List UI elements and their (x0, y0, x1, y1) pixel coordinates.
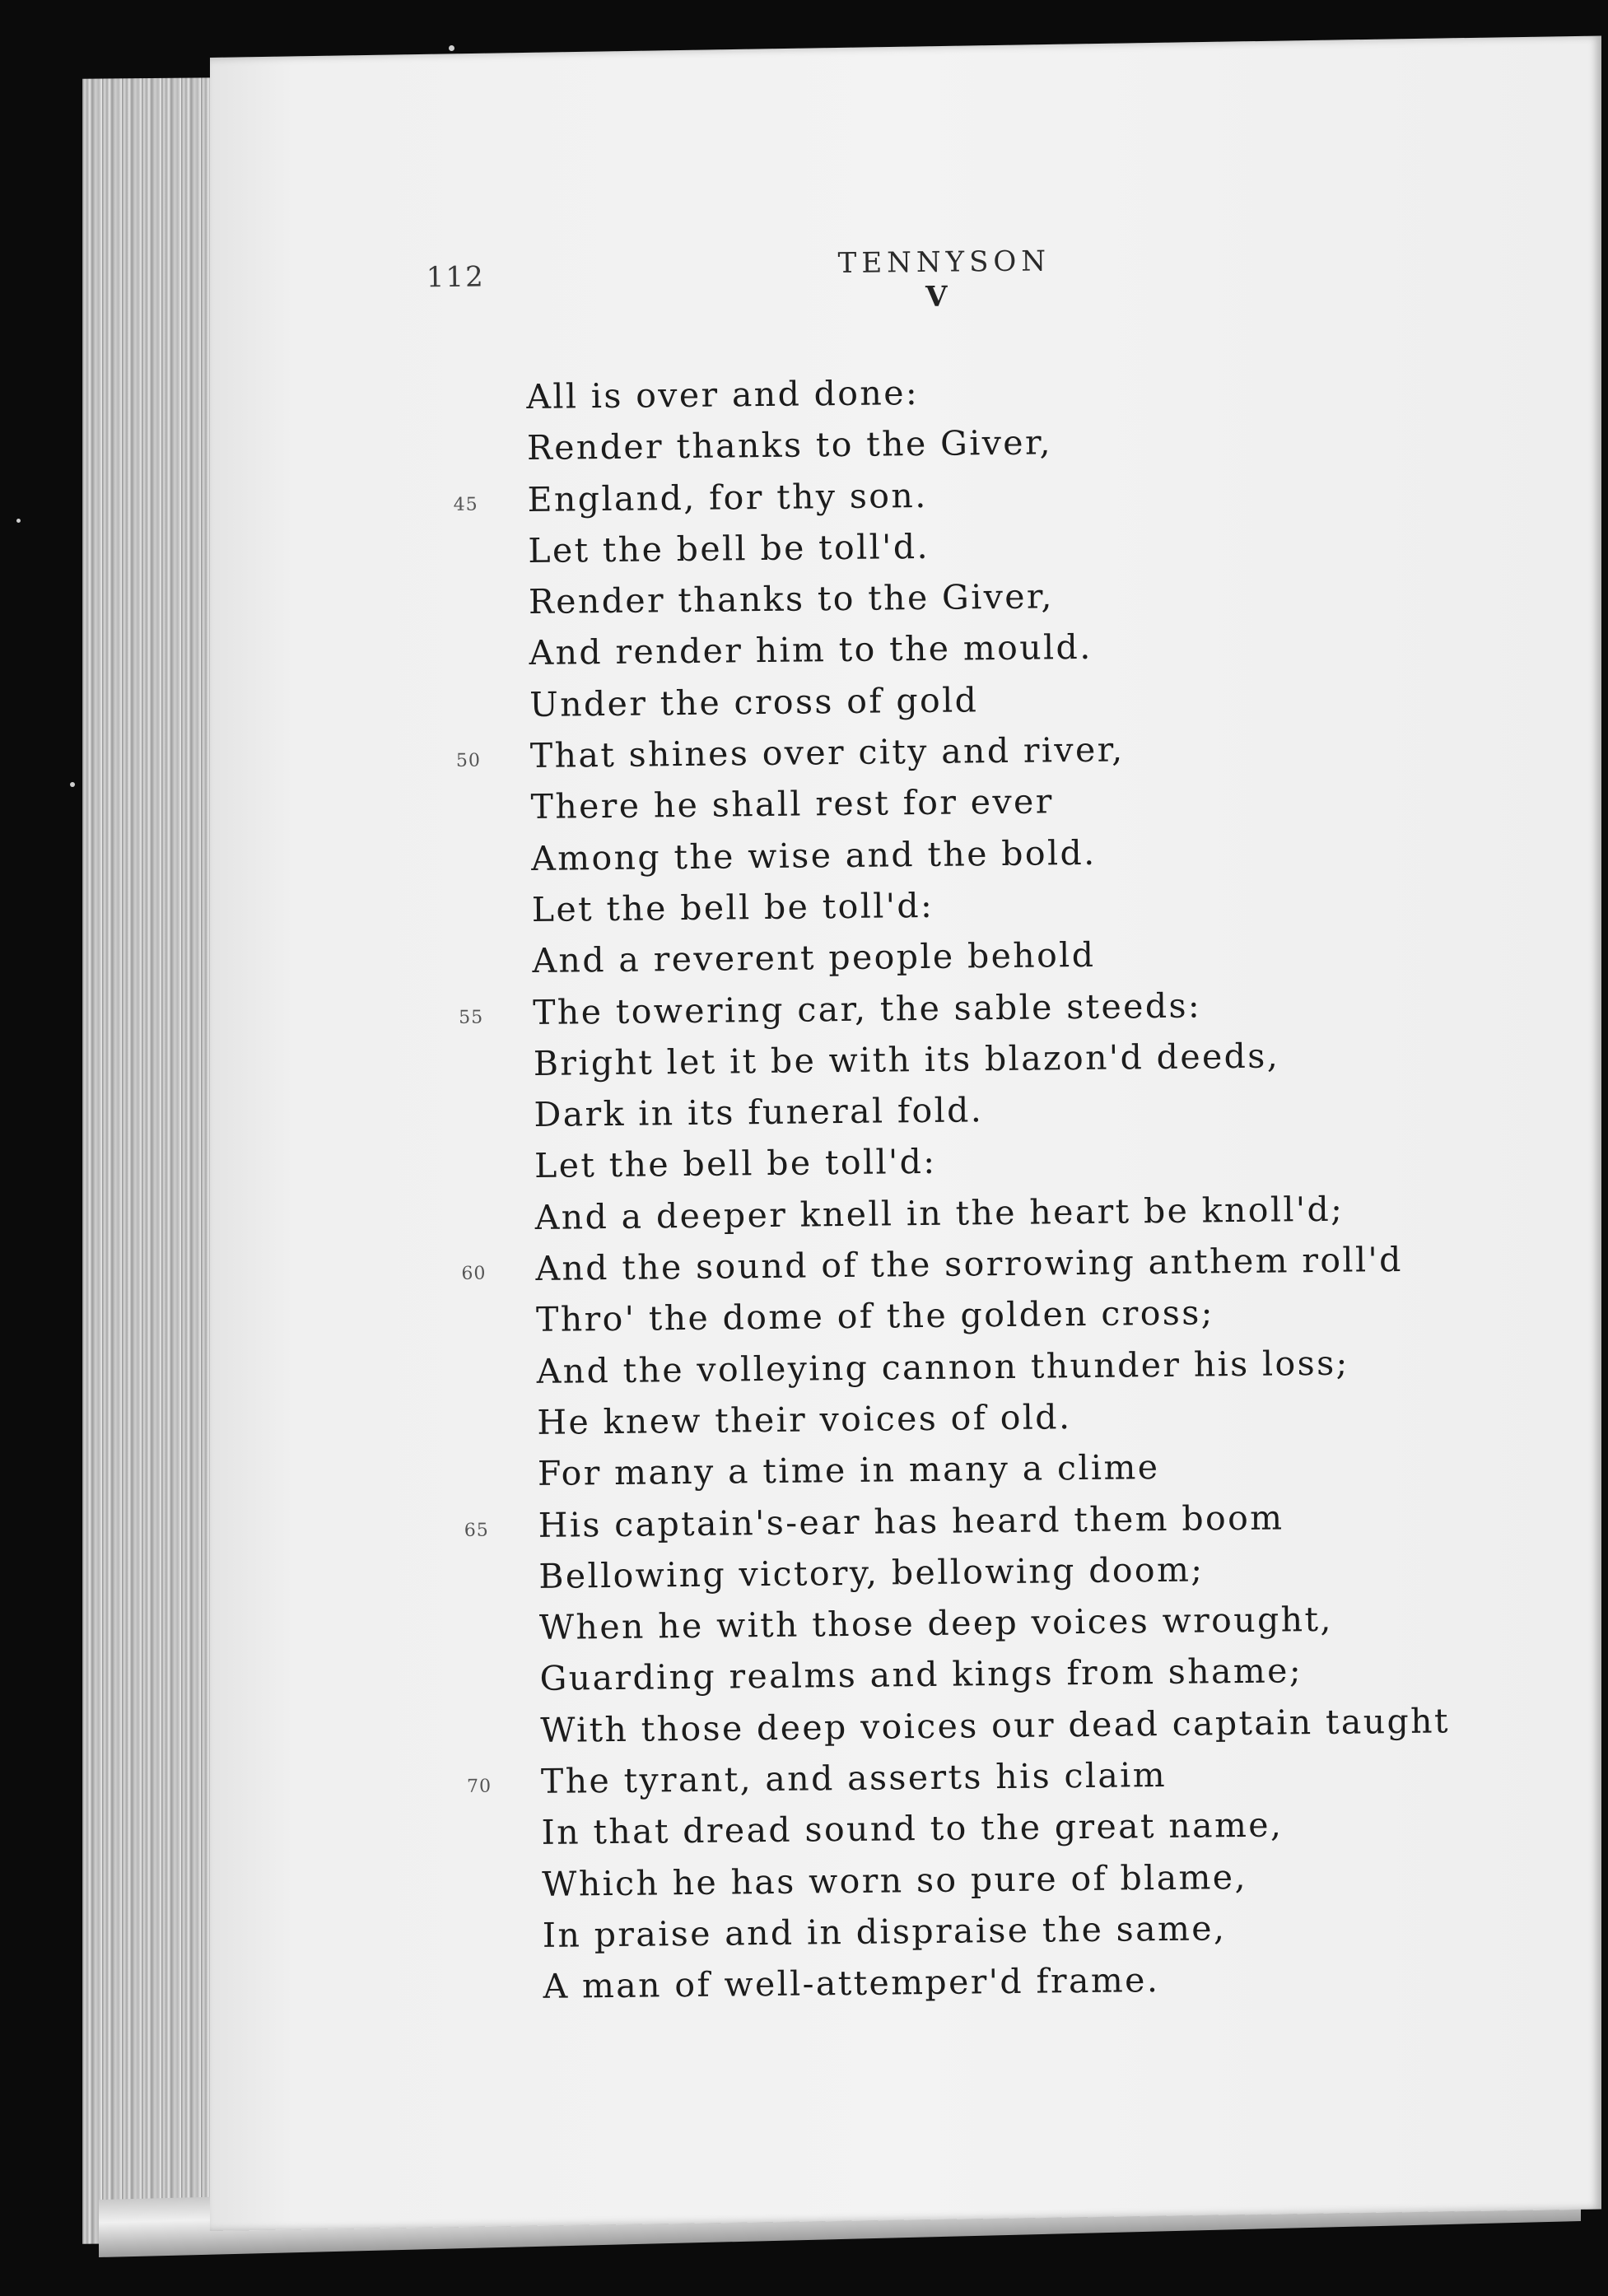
verse-text: He knew their voices of old. (537, 1397, 1072, 1442)
verse-text: In that dread sound to the great name, (541, 1805, 1284, 1853)
verse-text: The tyrant, and asserts his claim (540, 1754, 1168, 1801)
verse-text: Thro' the dome of the golden cross; (535, 1292, 1215, 1340)
line-number: 65 (464, 1520, 489, 1541)
verse-text: The towering car, the sable steeds: (532, 985, 1202, 1032)
verse-text: And the sound of the sorrowing anthem roll'd (535, 1239, 1404, 1288)
verse-text: And a deeper knell in the heart be knoll'd; (534, 1189, 1345, 1237)
dust-speck (16, 519, 21, 523)
line-number: 45 (453, 494, 478, 515)
verse-text: A man of well-attemper'd frame. (543, 1960, 1160, 2007)
verse-text: Which he has worn so pure of blame, (542, 1856, 1248, 1904)
verse-text: With those deep voices our dead captain taught (540, 1701, 1451, 1750)
verse-text: Guarding realms and kings from shame; (539, 1651, 1303, 1699)
verse-text: When he with those deep voices wrought, (538, 1599, 1334, 1648)
line-number: 70 (466, 1776, 492, 1797)
line-number: 60 (461, 1263, 487, 1284)
book-page-edges (82, 77, 218, 2243)
verse-text: All is over and done: (526, 373, 920, 417)
verse-text: England, for thy son. (527, 475, 928, 519)
verse-text: His captain's-ear has heard them boom (538, 1497, 1284, 1545)
section-numeral: V (925, 280, 948, 314)
verse-text: Let the bell be toll'd. (528, 526, 930, 571)
verse-text: That shines over city and river, (529, 729, 1125, 776)
running-title: TENNYSON (837, 245, 1051, 281)
line-number: 50 (455, 750, 482, 771)
dust-speck (449, 45, 454, 51)
verse-text: Bellowing victory, bellowing doom; (538, 1549, 1205, 1596)
line-number: 55 (459, 1007, 484, 1028)
running-head (212, 183, 1604, 295)
verse-text: Dark in its funeral fold. (534, 1090, 984, 1135)
verse-text: There he shall rest for ever (530, 781, 1054, 827)
poem (213, 360, 1608, 2015)
page-content (210, 43, 1608, 2231)
verse-text: Among the wise and the bold. (530, 832, 1097, 878)
verse-text: And the volleying cannon thunder his loss; (536, 1343, 1349, 1391)
verse-text: Render thanks to the Giver, (528, 576, 1055, 622)
verse-text: Under the cross of gold (529, 680, 979, 724)
verse-text: And render him to the mould. (529, 627, 1093, 673)
verse-text: Render thanks to the Giver, (526, 422, 1053, 468)
book-page (210, 35, 1601, 2231)
verse-text: Let the bell be toll'd: (531, 885, 935, 929)
page-number: 112 (426, 260, 485, 295)
verse-text: Let the bell be toll'd: (534, 1142, 937, 1186)
dust-speck (70, 782, 75, 787)
verse-text: For many a time in many a clime (537, 1447, 1160, 1494)
verse-text: In praise and in dispraise the same, (542, 1908, 1227, 1955)
verse-text: And a reverent people behold (532, 935, 1096, 981)
verse-text: Bright let it be with its blazon'd deeds, (533, 1036, 1280, 1083)
